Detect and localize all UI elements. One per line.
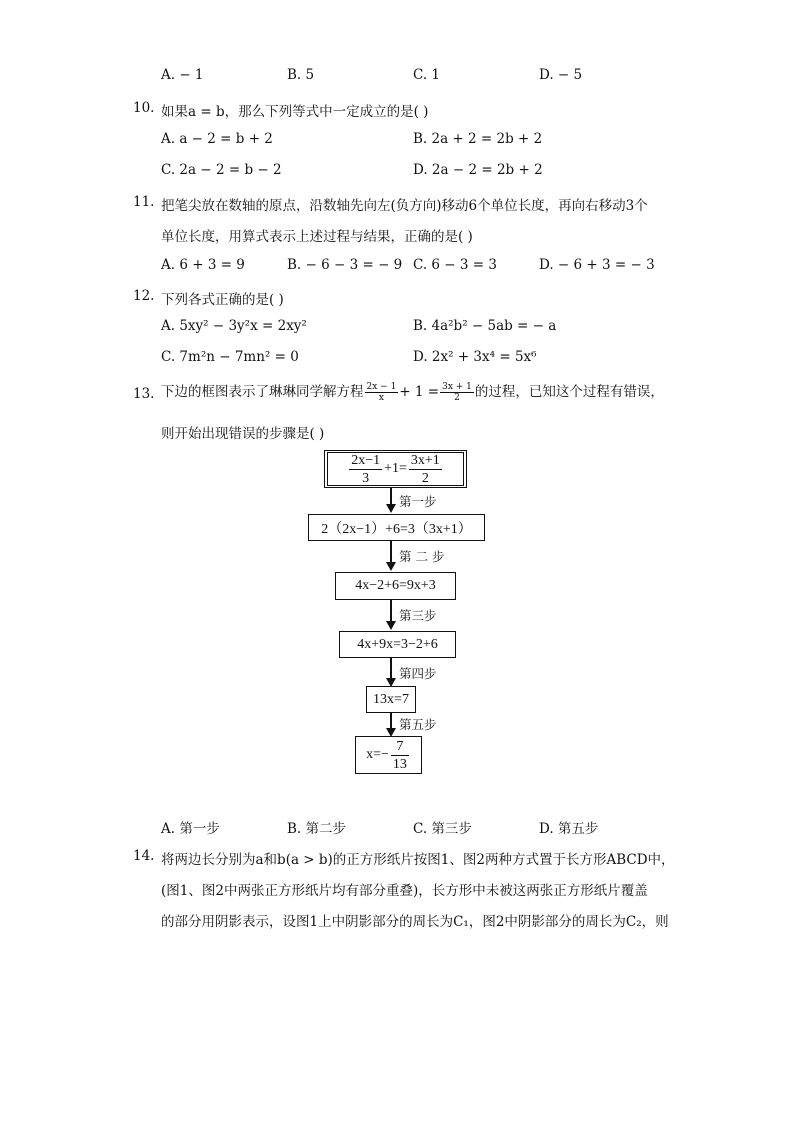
q12-option-b: B. 4a²b² − 5ab = − a — [413, 318, 557, 334]
q13-stem-pre: 下边的框图表示了琳琳同学解方程 — [161, 384, 364, 400]
flow-box1-f2-den: 2 — [421, 470, 429, 486]
q14-line1: 将两边长分别为a和b(a > b)的正方形纸片按图1、图2两种方式置于长方形ABCD中， — [161, 852, 675, 868]
q12-number: 12. — [133, 288, 155, 304]
flow-arrowhead-2 — [386, 562, 396, 571]
flow-box6-pre: x=− — [366, 747, 389, 762]
flow-box1-frac-left — [349, 452, 382, 487]
flow-box-4: 4x+9x=3−2+6 — [339, 631, 456, 658]
q9-option-d: D. − 5 — [539, 67, 583, 83]
flow-arrow-3 — [390, 600, 392, 623]
q9-option-a: A. − 1 — [161, 67, 204, 83]
q12-option-c: C. 7m²n − 7mn² = 0 — [161, 349, 299, 365]
q13-eq-frac1-num: 2x − 1 — [366, 382, 397, 392]
q13-stem-line2: 则开始出现错误的步骤是( ) — [161, 426, 325, 442]
q13-eq-frac1-den: x — [378, 393, 384, 403]
flow-box6-num: 7 — [391, 738, 409, 756]
q13-option-b: B. 第二步 — [287, 821, 347, 837]
q11-option-d: D. − 6 + 3 = − 3 — [539, 257, 655, 273]
flow-step-5-label: 第五步 — [399, 717, 437, 732]
q14-line3: 的部分用阴影表示，设图1上中阴影部分的周长为C₁，图2中阴影部分的周长为C₂，则 — [161, 914, 669, 930]
q13-option-c: C. 第三步 — [413, 821, 472, 837]
q13-eq-fraction-left — [365, 382, 399, 403]
q10-stem: 如果a = b，那么下列等式中一定成立的是( ) — [161, 104, 429, 120]
flow-box-2: 2（2x−1）+6=3（3x+1） — [308, 514, 485, 541]
q14-line2: (图1、图2中两张正方形纸片均有部分重叠)，长方形中未被这两张正方形纸片覆盖 — [161, 883, 648, 899]
flow-box1-f1-den: 3 — [362, 470, 370, 486]
flow-arrowhead-3 — [386, 621, 396, 630]
q11-stem-line2: 单位长度，用算式表示上述过程与结果，正确的是( ) — [161, 229, 473, 245]
q11-option-c: C. 6 − 3 = 3 — [413, 257, 497, 273]
q13-number: 13. — [133, 386, 155, 402]
flow-step-2-label: 第 二 步 — [399, 549, 445, 564]
flow-box1-f2-num: 3x+1 — [410, 452, 440, 468]
q10-option-c: C. 2a − 2 = b − 2 — [161, 162, 282, 178]
q13-eq-frac2-num: 3x + 1 — [442, 382, 472, 392]
flow-box-3: 4x−2+6=9x+3 — [335, 572, 456, 600]
q9-option-b: B. 5 — [287, 67, 315, 83]
q13-option-a: A. 第一步 — [161, 821, 220, 837]
flow-step-3-label: 第三步 — [399, 608, 437, 623]
q10-option-a: A. a − 2 = b + 2 — [161, 131, 273, 147]
flow-arrowhead-1 — [386, 504, 396, 513]
flow-box-6 — [355, 736, 422, 774]
q13-eq-mid: + 1 = — [399, 384, 440, 400]
flow-box6-den: 13 — [392, 756, 407, 772]
q13-option-d: D. 第五步 — [539, 821, 599, 837]
q13-stem-post: 的过程，已知这个过程有错误， — [474, 384, 664, 400]
flow-arrow-4 — [390, 658, 392, 680]
q12-option-d: D. 2x² + 3x⁴ = 5x⁶ — [413, 349, 537, 365]
flow-step-1-label: 第一步 — [399, 494, 437, 509]
q10-number: 10. — [133, 100, 155, 116]
flow-arrow-2 — [390, 541, 392, 564]
q14-number: 14. — [133, 848, 155, 864]
flow-box6-frac — [391, 738, 409, 773]
q13-stem-line1 — [161, 380, 664, 403]
flow-box-5: 13x=7 — [366, 686, 416, 713]
q11-option-a: A. 6 + 3 = 9 — [161, 257, 245, 273]
q11-option-b: B. − 6 − 3 = − 9 — [287, 257, 403, 273]
q11-number: 11. — [133, 194, 155, 210]
q9-option-c: C. 1 — [413, 67, 441, 83]
flow-box-1 — [324, 450, 467, 488]
flow-box1-frac-right — [409, 452, 442, 487]
q10-option-d: D. 2a − 2 = 2b + 2 — [413, 162, 543, 178]
q11-stem-line1: 把笔尖放在数轴的原点，沿数轴先向左(负方向)移动6个单位长度，再向右移动3个 — [161, 198, 648, 214]
q13-eq-fraction-right — [440, 382, 474, 403]
q13-eq-frac2-den: 2 — [454, 393, 460, 403]
flow-box1-mid: +1= — [384, 461, 407, 476]
flow-step-4-label: 第四步 — [399, 666, 437, 681]
q12-stem: 下列各式正确的是( ) — [161, 292, 284, 308]
flow-box1-f1-num: 2x−1 — [351, 452, 381, 468]
q10-option-b: B. 2a + 2 = 2b + 2 — [413, 131, 543, 147]
q12-option-a: A. 5xy² − 3y²x = 2xy² — [161, 318, 307, 334]
